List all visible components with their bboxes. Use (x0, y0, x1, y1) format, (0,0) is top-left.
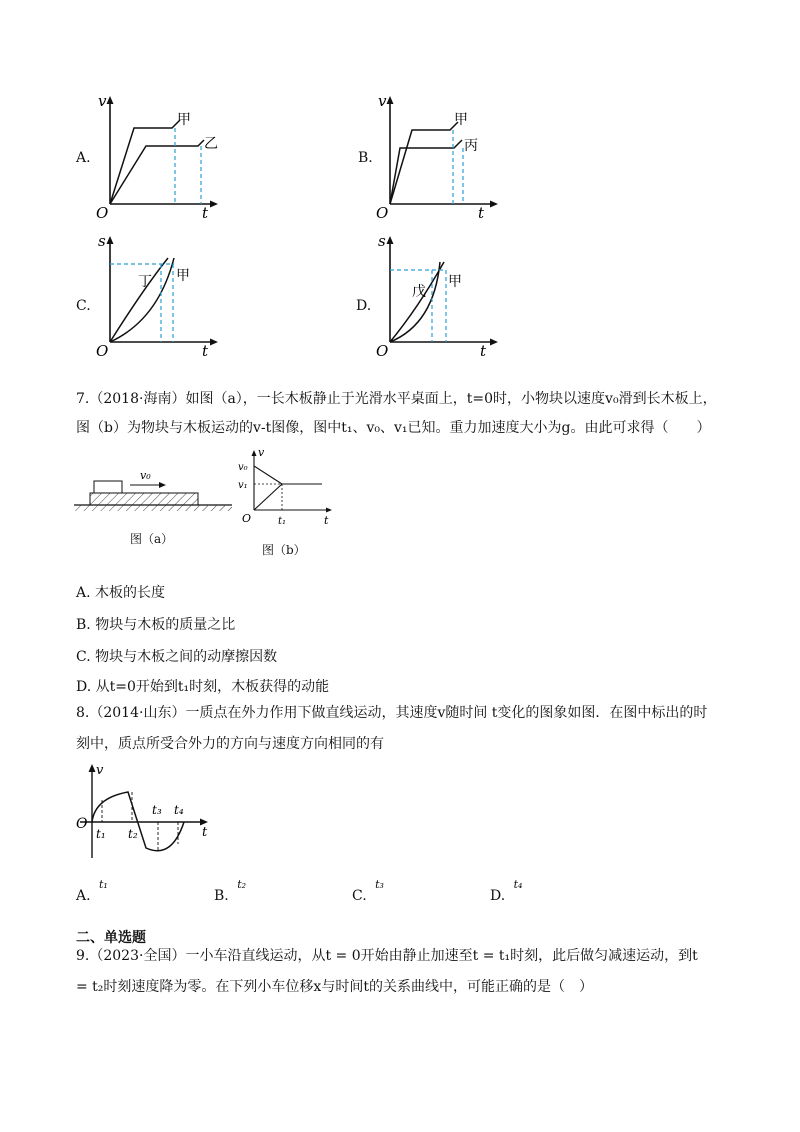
q9-source: （2023·全国） (89, 948, 186, 964)
q6-graph-b (374, 90, 514, 220)
q6-option-b-letter: B. (358, 150, 373, 166)
q6-c-origin: O (96, 342, 109, 360)
q6-graph-a (94, 90, 234, 220)
q7-fig-b-v0: v₀ (238, 462, 248, 473)
q8-axis-y: v (96, 763, 104, 778)
q8-line-1 (76, 703, 736, 723)
q7-fig-a-velocity: v₀ (140, 469, 151, 482)
q6-b-axis-y: v (378, 92, 387, 110)
q6-a-curve-2: 乙 (204, 136, 218, 152)
q7-source: （2018·海南） (89, 391, 186, 407)
q8-option-b: B. $^{t_2}$ (214, 878, 247, 904)
section-title: 二、单选题 (76, 930, 146, 946)
q8-t3: t₃ (152, 803, 162, 817)
q9-number: 9. (76, 948, 90, 964)
q6-b-origin: O (376, 204, 389, 220)
q6-a-origin: O (96, 204, 109, 220)
q7-option-c: C. 物块与木板之间的动摩擦因数 (76, 649, 278, 665)
q7-number: 7. (76, 391, 90, 407)
q8-t4: t₄ (174, 803, 184, 817)
q8-source: （2014·山东） (89, 705, 186, 721)
q8-option-a: A. $^{t_1}$ (76, 878, 108, 904)
q6-c-axis-x: t (202, 342, 209, 360)
q8-origin: O (76, 816, 88, 832)
q6-graph-c (94, 228, 234, 363)
q8-axis-x: t (202, 825, 208, 840)
q8-t1: t₁ (96, 827, 106, 841)
q6-b-curve-1: 甲 (454, 112, 468, 128)
q6-b-curve-2: 丙 (464, 138, 478, 154)
q6-b-axis-x: t (478, 204, 485, 220)
q6-option-a-letter: A. (76, 150, 91, 166)
q6-d-curve-1: 戊 (412, 284, 426, 300)
q7-option-d: D. 从t=0开始到t₁时刻，木板获得的动能 (76, 679, 330, 695)
q6-c-curve-1: 丁 (138, 274, 152, 290)
q7-fig-b-v1: v₁ (238, 480, 248, 491)
q6-c-curve-2: 甲 (176, 268, 190, 284)
q6-option-c-letter: C. (76, 298, 91, 314)
q6-c-axis-y: s (98, 232, 106, 250)
q8-text-1: 一质点在外力作用下做直线运动，其速度v随时间 t变化的图象如图．在图中标出的时 (185, 705, 708, 721)
q7-fig-b-t1: t₁ (278, 516, 287, 527)
q7-fig-b-origin: O (242, 512, 252, 525)
q6-option-d-letter: D. (356, 298, 372, 314)
q9-line-2: = t₂时刻速度降为零。在下列小车位移x与时间t的关系曲线中，可能正确的是（ ） (76, 979, 593, 995)
q7-line-2: 图（b）为物块与木板运动的v-t图像，图中t₁、v₀、v₁已知。重力加速度大小为g。由此可求得（ ） (76, 420, 711, 436)
q7-fig-b-caption: 图（b） (262, 543, 306, 557)
q9-line-1 (76, 946, 736, 966)
q6-a-curve-1: 甲 (177, 112, 191, 128)
q6-d-curve-2: 甲 (448, 274, 462, 290)
q7-fig-b-axis-x: t (324, 514, 329, 527)
q8-vt-graph (72, 760, 222, 865)
q7-figure-b (232, 446, 342, 536)
q6-d-axis-y: s (378, 232, 386, 250)
q8-line-2: 刻中，质点所受合外力的方向与速度方向相同的有 (76, 736, 384, 752)
q7-figure-a (70, 465, 240, 525)
q9-text-1: 一小车沿直线运动，从t = 0开始由静止加速至t = t₁时刻，此后做匀减速运动，到t (185, 948, 698, 964)
q8-option-c: C. $^{t_3}$ (352, 878, 384, 904)
q7-option-a: A. 木板的长度 (76, 585, 166, 601)
q6-a-axis-x: t (202, 204, 209, 220)
q7-text-1: 如图（a），一长木板静止于光滑水平桌面上，t=0时，小物块以速度v₀滑到长木板上， (185, 391, 717, 407)
q7-fig-b-axis-y: v (258, 446, 265, 459)
q6-a-axis-y: v (98, 92, 107, 110)
q8-number: 8. (76, 705, 90, 721)
q6-graph-d (374, 228, 514, 363)
q7-line-1 (76, 389, 736, 409)
q7-fig-a-caption: 图（a） (130, 532, 174, 546)
q8-option-d: D. $^{t_4}$ (490, 878, 523, 904)
q6-d-origin: O (376, 342, 389, 360)
q7-option-b: B. 物块与木板的质量之比 (76, 617, 236, 633)
q8-t2: t₂ (128, 827, 138, 841)
q6-d-axis-x: t (480, 342, 487, 360)
